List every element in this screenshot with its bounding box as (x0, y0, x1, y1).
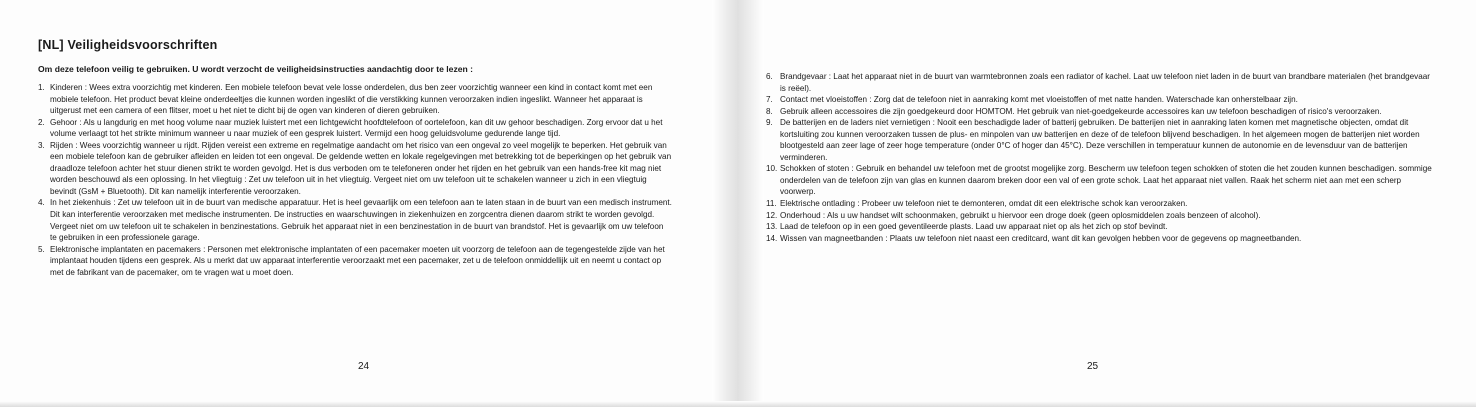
item-text: Elektronische implantaten en pacemakers : Personen met elektronische implantaten of een pacemaker moeten uit voorzorg de telefoon aan de tegengestelde zijde van het implantaat houden tijdens een gesprek. Als u merkt dat uw apparaat interferentie veroorzaakt met een pacemaker, zet u de telefoon onmiddellijk uit en neemt u contact op met de fabrikant van de pacemaker, om te vragen wat u moet doen. (50, 244, 665, 277)
item-text: Contact met vloeistoffen : Zorg dat de telefoon niet in aanraking komt met vloeistoffen of met natte handen. Waterschade kan onherstelbaar zijn. (780, 95, 1298, 105)
safety-item (38, 117, 672, 140)
safety-item (766, 163, 1436, 198)
item-text: Gebruik alleen accessoires die zijn goedgekeurd door HOMTOM. Het gebruik van niet-goedgekeurde accessoires kan uw telefoon beschadigen of risico's veroorzaken. (780, 106, 1382, 116)
item-text: Elektrische ontlading : Probeer uw telefoon niet te demonteren, omdat dit een elektrische schok kan veroorzaken. (780, 199, 1188, 209)
intro-text: Om deze telefoon veilig te gebruiken. U wordt verzocht de veiligheidsinstructies aandachtig door te lezen : (38, 64, 474, 74)
item-number: 12. (766, 210, 778, 220)
safety-item (38, 82, 672, 117)
page-number: 25 (1087, 361, 1099, 372)
safety-list-right (766, 71, 1436, 244)
item-text: De batterijen en de laders niet vernietigen : Nooit een beschadigde lader of batterij gebruiken. De batterijen niet in aanraking laten komen met magnetische objecten, omdat dit kortsluiting zou kunnen veroorzaken tussen de plus- en minpolen van uw batterijen en deze of de telefoon blijvend beschadigen. In het algemeen mogen de batterijen niet worden blootgesteld aan zeer lage of zeer hoge temperature (onder 0°C of hoger dan 45°C). Deze verschillen in temperatuur kunnen de autonomie en de levensduur van de batterijen verminderen. (780, 118, 1420, 162)
item-number: 10. (766, 164, 778, 174)
item-text: In het ziekenhuis : Zet uw telefoon uit in de buurt van medische apparatuur. Het is heel gevaarlijk om een telefoon aan te laten staan in de buurt van een medisch instrument. Dit kan interferentie veroorzaken met medische instrumenten. De instructies en waarschuwingen in ziekenhuizen en zorgcentra dienen daarom strikt te worden gevolgd. Vergeet niet om uw telefoon uit te schakelen in benzinestations. Gebruik het apparaat niet in een benzinestation in de buurt van brandstof. Het is gevaarlijk om uw telefoon te gebruiken in een professionele garage. (50, 198, 672, 243)
left-page (0, 0, 712, 407)
page-gutter (712, 0, 764, 407)
item-text: Gehoor : Als u langdurig en met hoog volume naar muziek luistert met een lichtgewicht hoofdtelefoon of oortelefoon, kan dit uw gehoor beschadigen. Zorg ervoor dat u het volume verlaagt tot het strikte minimum wanneer u naar muziek of een gesprek luistert. Vermijd een hoog geluidsvolume gedurende lange tijd. (50, 117, 663, 139)
safety-item (766, 117, 1436, 163)
item-text: Brandgevaar : Laat het apparaat niet in de buurt van warmtebronnen zoals een radiator of kachel. Laat uw telefoon niet laden in de buurt van brandbare materialen (het brandgevaar is reëel). (780, 72, 1430, 93)
page-title: [NL] Veiligheidsvoorschriften (38, 38, 218, 52)
item-text: Onderhoud : Als u uw handset wilt schoonmaken, gebruikt u hiervoor een droge doek (geen oplosmiddelen zoals benzeen of alcohol). (780, 210, 1261, 220)
right-page (764, 0, 1476, 407)
safety-item (766, 233, 1436, 245)
item-text: Schokken of stoten : Gebruik en behandel uw telefoon met de grootst mogelijke zorg. Bescherm uw telefoon tegen schokken of stoten die het zouden kunnen beschadigen. sommige onderdelen van de telefoon zijn van glas en kunnen daarom breken door een val of een grote schok. Laat het apparaat niet vallen. Raak het scherm niet aan met een scherp voorwerp. (780, 164, 1432, 197)
safety-item (38, 140, 672, 198)
item-number: 11. (766, 199, 777, 209)
safety-item (38, 244, 672, 279)
item-number: 8. (766, 106, 773, 116)
item-number: 14. (766, 233, 778, 243)
item-text: Rijden : Wees voorzichtig wanneer u rijdt. Rijden vereist een extreme en regelmatige aandacht om het risico van een ongeval zo veel mogelijk te beperken. Het gebruik van een mobiele telefoon kan de gebruiker afleiden en leiden tot een ongeval. De geldende wetten en lokale regelgevingen met betrekking tot de beperkingen op het gebruik van draadloze telefoon achter het stuur dienen strikt te worden gevolgd. Het is dus verboden om te telefoneren onder het rijden en het gebruik van een hands-free kit mag niet worden beschouwd als een oplossing. In het vliegtuig : Zet uw telefoon uit in het vliegtuig. Vergeet niet om uw telefoon uit te schakelen wanneer u zich in een vliegtuig bevindt (GsM + Bluetooth). Dit kan namelijk interferentie veroorzaken. (50, 140, 672, 196)
safety-item (766, 106, 1436, 118)
safety-item (766, 198, 1436, 210)
safety-item (766, 94, 1436, 106)
safety-item (766, 221, 1436, 233)
item-number: 13. (766, 222, 778, 232)
item-text: Wissen van magneetbanden : Plaats uw telefoon niet naast een creditcard, want dit kan gevolgen hebben voor de gegevens op magneetbanden. (780, 233, 1302, 243)
safety-list-left (38, 82, 672, 278)
item-number: 1. (38, 83, 45, 92)
page-number: 24 (358, 361, 370, 372)
item-number: 7. (766, 95, 773, 105)
safety-item (38, 197, 672, 243)
safety-item (766, 210, 1436, 222)
item-number: 2. (38, 117, 45, 127)
item-number: 4. (38, 198, 45, 208)
item-number: 6. (766, 72, 773, 81)
item-text: Kinderen : Wees extra voorzichtig met kinderen. Een mobiele telefoon bevat vele losse onderdelen, dus ben zeer voorzichtig wanneer een kind in contact komt met een mobiele telefoon. Het product bevat kleine onderdeeltjes die kunnen worden ingeslikt of die verstikking kunnen veroorzaken indien ingeslikt. Wanneer het apparaat is uitgerust met een camera of een flitser, moet u het niet te dicht bij de ogen van kinderen of dieren gebruiken. (50, 83, 653, 116)
item-text: Laad de telefoon op in een goed geventileerde plasts. Laad uw apparaat niet op als het zich op stof bevindt. (780, 222, 1168, 232)
item-number: 9. (766, 118, 773, 128)
item-number: 5. (38, 244, 45, 254)
safety-item (766, 71, 1436, 94)
item-number: 3. (38, 140, 45, 150)
